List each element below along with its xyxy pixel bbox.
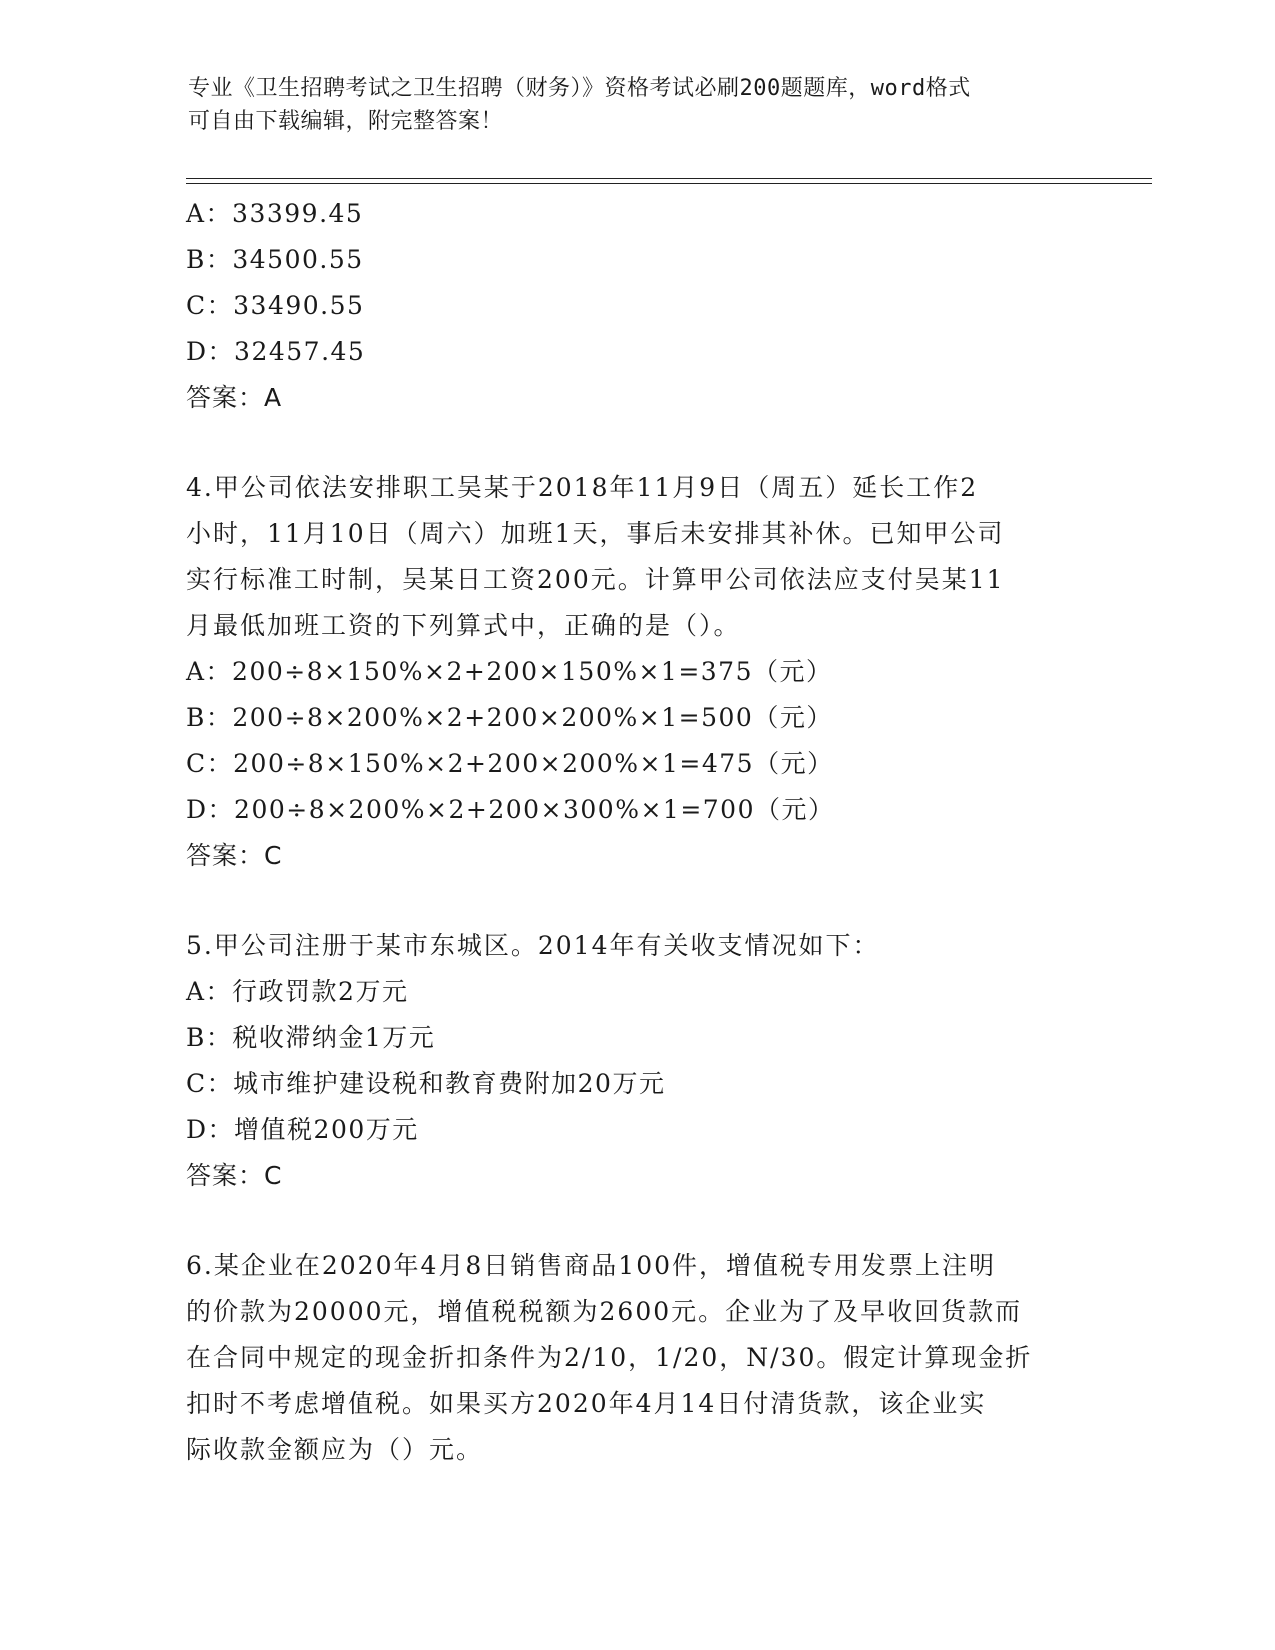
q5-option-a: A：行政罚款2万元 <box>186 977 409 1006</box>
q4-option-b: B：200÷8×200%×2+200×200%×1=500（元） <box>186 703 833 732</box>
q3-answer: 答案：A <box>186 383 283 412</box>
document-header <box>188 72 1068 138</box>
q3-option-a: A：33399.45 <box>186 199 364 228</box>
header-line-1: 专业《卫生招聘考试之卫生招聘（财务）》资格考试必刷200题题库，word格式 <box>188 76 971 101</box>
question-5-block <box>186 923 1086 1199</box>
header-line-2: 可自由下载编辑，附完整答案！ <box>188 109 504 134</box>
q6-text-line-2: 的价款为20000元，增值税税额为2600元。企业为了及早收回货款而 <box>186 1297 1023 1326</box>
q6-text-line-3: 在合同中规定的现金折扣条件为2/10，1/20，N/30。假定计算现金折 <box>186 1343 1033 1372</box>
q4-option-d: D：200÷8×200%×2+200×300%×1=700（元） <box>186 795 835 824</box>
spacer <box>186 421 1086 465</box>
q5-option-c: C：城市维护建设税和教育费附加20万元 <box>186 1069 666 1098</box>
question-6-block <box>186 1243 1086 1473</box>
q4-text-line-2: 小时，11月10日（周六）加班1天，事后未安排其补休。已知甲公司 <box>186 519 1005 548</box>
q4-text-line-4: 月最低加班工资的下列算式中，正确的是（）。 <box>186 611 741 640</box>
spacer <box>186 1199 1086 1243</box>
header-divider-top <box>186 178 1152 179</box>
q5-text-line-1: 5.甲公司注册于某市东城区。2014年有关收支情况如下： <box>186 931 880 960</box>
q6-text-line-5: 际收款金额应为（）元。 <box>186 1435 484 1464</box>
q6-text-line-1: 6.某企业在2020年4月8日销售商品100件，增值税专用发票上注明 <box>186 1251 997 1280</box>
q4-option-c: C：200÷8×150%×2+200×200%×1=475（元） <box>186 749 834 778</box>
q5-option-b: B：税收滞纳金1万元 <box>186 1023 436 1052</box>
question-content <box>186 191 1086 1473</box>
q6-text-line-4: 扣时不考虑增值税。如果买方2020年4月14日付清货款，该企业实 <box>186 1389 987 1418</box>
q5-answer: 答案：C <box>186 1161 283 1190</box>
q4-answer: 答案：C <box>186 841 283 870</box>
q3-option-b: B：34500.55 <box>186 245 364 274</box>
q4-option-a: A：200÷8×150%×2+200×150%×1=375（元） <box>186 657 833 686</box>
q3-option-d: D：32457.45 <box>186 337 366 366</box>
q5-option-d: D：增值税200万元 <box>186 1115 419 1144</box>
header-divider-bottom <box>186 183 1152 184</box>
q4-text-line-1: 4.甲公司依法安排职工吴某于2018年11月9日（周五）延长工作2 <box>186 473 979 502</box>
q3-option-c: C：33490.55 <box>186 291 365 320</box>
q4-text-line-3: 实行标准工时制，吴某日工资200元。计算甲公司依法应支付吴某11 <box>186 565 1005 594</box>
spacer <box>186 879 1086 923</box>
question-4-block <box>186 465 1086 879</box>
question-3-block <box>186 191 1086 421</box>
